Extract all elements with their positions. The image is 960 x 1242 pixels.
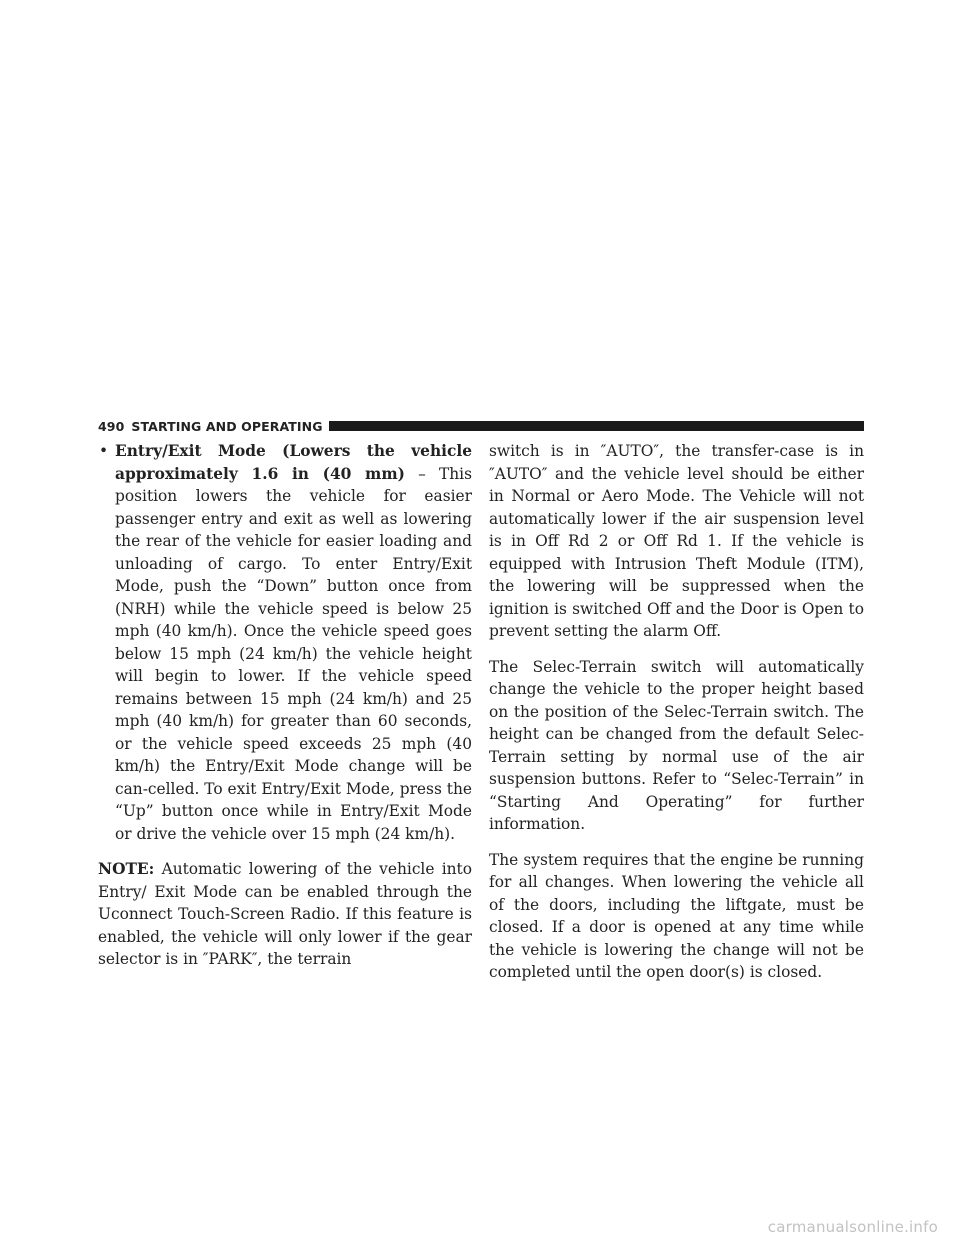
page-header [98, 418, 864, 434]
header-rule [329, 421, 864, 431]
note-text: Automatic lowering of the vehicle into Entry/ Exit Mode can be enabled through the Uconnect Touch-Screen Radio. If this feature is enabled, the vehicle will only lower if the gear selector is in ″PARK″, the terrain [98, 860, 472, 968]
paragraph-system-requirements: The system requires that the engine be running for all changes. When lowering the vehicle all of the doors, including the liftgate, must be closed. If a door is opened at any time while the vehicle is lowering the change will not be completed until the open door(s) is closed. [489, 850, 864, 981]
paragraph-selec-terrain: The Selec-Terrain switch will automatically change the vehicle to the proper height based on the position of the Selec-Terrain switch. The height can be changed from the default Selec-Terrain setting by normal use of the air suspension buttons. Refer to “Selec-Terrain” in “Starting And Operating” for further information. [489, 657, 864, 833]
watermark: carmanualsonline.info [767, 1218, 938, 1236]
note-label: NOTE: [98, 860, 155, 878]
paragraph-auto-lowering-conditions: switch is in ″AUTO″, the transfer-case is in ″AUTO″ and the vehicle level should be either in Normal or Aero Mode. The Vehicle will not automatically lower if the air suspension level is in Off Rd 2 or Off Rd 1. If the vehicle is equipped with Intrusion Theft Module (ITM), the lowering will be suppressed when the ignition is switched Off and the Door is Open to prevent setting the alarm Off. [489, 442, 864, 640]
bullet-item-entry-exit-mode [98, 440, 472, 845]
bullet-title: Entry/Exit Mode (Lowers the vehicle approximately 1.6 in (40 mm) [115, 442, 472, 483]
right-column [489, 440, 864, 984]
bullet-body: – This position lowers the vehicle for easier passenger entry and exit as well as lowering the rear of the vehicle for easier loading and unloading of cargo. To enter Entry/Exit Mode, push the “Down” button once from (NRH) while the vehicle speed is below 25 mph (40 km/h). Once the vehicle speed goes below 15 mph (24 km/h) the vehicle height will begin to lower. If the vehicle speed remains between 15 mph (24 km/h) and 25 mph (40 km/h) for greater than 60 seconds, or the vehicle speed exceeds 25 mph (40 km/h) the Entry/Exit Mode change will be can-celled. To exit Entry/Exit Mode, press the “Up” button once while in Entry/Exit Mode or drive the vehicle over 15 mph (24 km/h). [115, 464, 472, 843]
page-number: 490 [98, 418, 125, 434]
bullet-marker: • [99, 442, 109, 460]
left-column [98, 440, 472, 971]
section-title: STARTING AND OPERATING [131, 418, 323, 434]
note-paragraph [98, 858, 472, 971]
